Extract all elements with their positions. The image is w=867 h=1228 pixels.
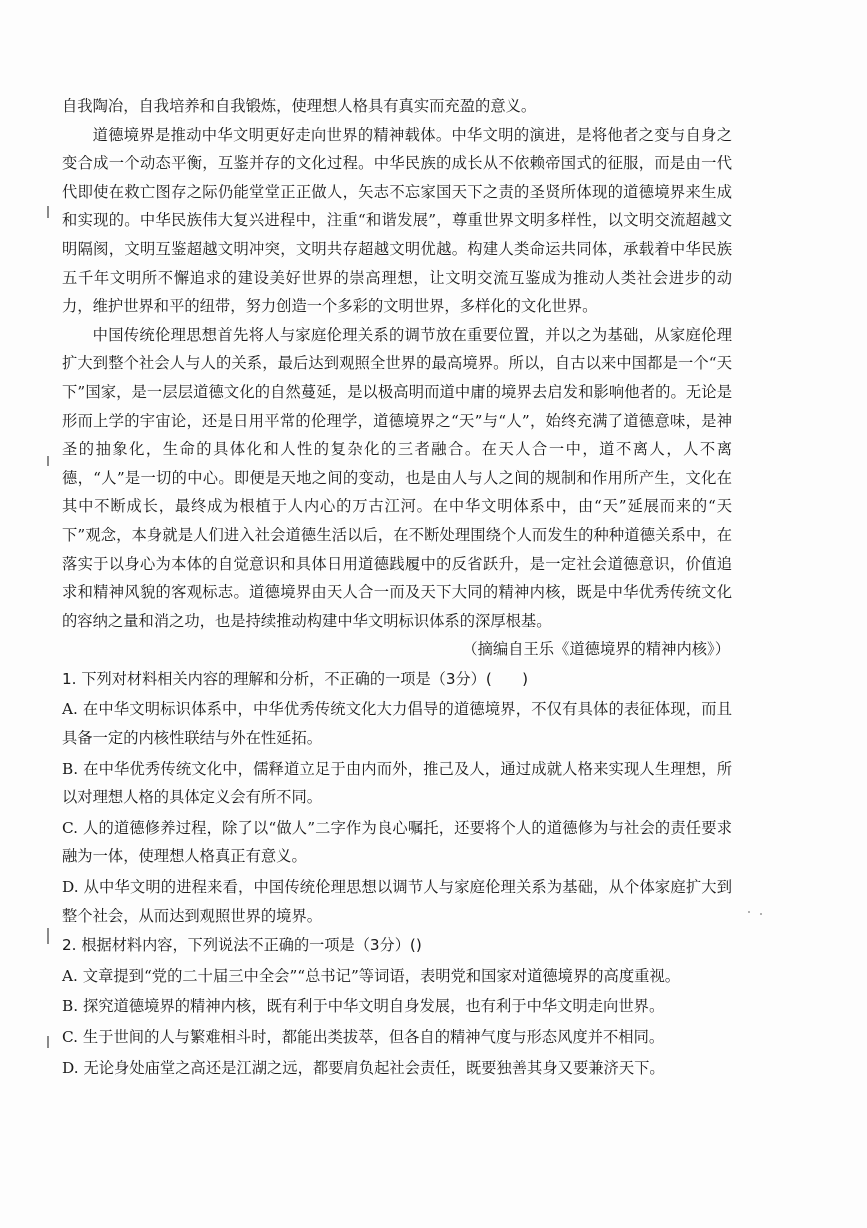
scan-dot-right-1 <box>748 911 750 913</box>
scan-mark-left-3 <box>47 928 49 944</box>
question-2 <box>62 931 732 1082</box>
scan-mark-left-2 <box>47 456 49 466</box>
document-body <box>62 92 732 1082</box>
passage-paragraph-1: 道德境界是推动中华文明更好走向世界的精神载体。中华文明的演进，是将他者之变与自身之变合成一个动态平衡，互鉴并存的文化过程。中华民族的成长从不依赖帝国式的征服，而是由一代代即使在救亡图存之际仍能堂堂正正做人，矢志不忘家国天下之责的圣贤所体现的道德境界来生成和实现的。中华民族伟大复兴进程中，注重“和谐发展”，尊重世界文明多样性，以文明交流超越文明隔阂，文明互鉴超越文明冲突，文明共存超越文明优越。构建人类命运共同体，承载着中华民族五千年文明所不懈追求的建设美好世界的崇高理想，让文明交流互鉴成为推动人类社会进步的动力，维护世界和平的纽带，努力创造一个多彩的文明世界，多样化的文化世界。 <box>62 125 732 316</box>
question-1-option-b: B. 在中华优秀传统文化中，儒释道立足于由内而外，推己及人，通过成就人格来实现人生理想，所以对理想人格的具体定义会有所不同。 <box>62 759 732 807</box>
question-1-option-d: D. 从中华文明的进程来看，中国传统伦理思想以调节人与家庭伦理关系为基础，从个体家庭扩大到整个社会，从而达到观照世界的境界。 <box>62 878 732 925</box>
question-1-option-c: C. 人的道德修养过程，除了以“做人”二字作为良心嘱托，还要将个人的道德修为与社会的责任要求融为一体，使理想人格真正有意义。 <box>62 818 732 866</box>
question-2-stem: 2. 根据材料内容，下列说法不正确的一项是（3分）() <box>62 936 422 955</box>
question-1-stem: 1. 下列对材料相关内容的理解和分析，不正确的一项是（3分）( ) <box>62 669 529 688</box>
scan-mark-left-4 <box>47 1036 49 1048</box>
question-2-option-d: D. 无论身处庙堂之高还是江湖之远，都要肩负起社会责任，既要独善其身又要兼济天下。 <box>62 1058 665 1077</box>
question-1-option-a: A. 在中华文明标识体系中，中华优秀传统文化大力倡导的道德境界，不仅有具体的表征体现，而且具备一定的内核性联结与外在性延拓。 <box>62 700 732 748</box>
question-2-option-c: C. 生于世间的人与繁难相斗时，都能出类拔萃，但各自的精神气度与形态风度并不相同。 <box>62 1028 665 1046</box>
passage-source: （摘编自王乐《道德境界的精神内核》） <box>462 640 730 659</box>
passage-paragraph-2: 中国传统伦理思想首先将人与家庭伦理关系的调节放在重要位置，并以之为基础，从家庭伦理扩大到整个社会人与人的关系，最后达到观照全世界的最高境界。所以，自古以来中国都是一个“天下”国家，是一层层道德文化的自然蔓延，是以极高明而道中庸的境界去启发和影响他者的。无论是形而上学的宇宙论，还是日用平常的伦理学，道德境界之“天”与“人”，始终充满了道德意味，是神圣的抽象化，生命的具体化和人性的复杂化的三者融合。在天人合一中，道不离人，人不离德，“人”是一切的中心。即便是天地之间的变动，也是由人与人之间的规制和作用所产生，文化在其中不断成长，最终成为根植于人内心的万古江河。在中华文明体系中，由“天”延展而来的“天下”观念，本身就是人们进入社会道德生活以后，在不断处理围绕个人而发生的种种道德关系中，在落实于以身心为本体的自觉意识和具体日用道德践履中的反省跃升，是一定社会道德意识，价值追求和精神风貌的客观标志。道德境界由天人合一而及天下大同的精神内核，既是中华优秀传统文化的容纳之量和消之功，也是持续推动构建中华文明标识体系的深厚根基。 <box>62 325 732 630</box>
passage-paragraph-0: 自我陶冶，自我培养和自我锻炼，使理想人格具有真实而充盈的意义。 <box>62 97 537 115</box>
scan-mark-left-1 <box>47 206 49 218</box>
question-2-option-a: A. 文章提到“党的二十届三中全会”“总书记”等词语，表明党和国家对道德境界的高度重视。 <box>62 966 681 985</box>
question-2-option-b: B. 探究道德境界的精神内核，既有利于中华文明自身发展，也有利于中华文明走向世界。 <box>62 997 665 1016</box>
scan-dot-right-2 <box>760 913 762 915</box>
question-1 <box>62 665 732 930</box>
